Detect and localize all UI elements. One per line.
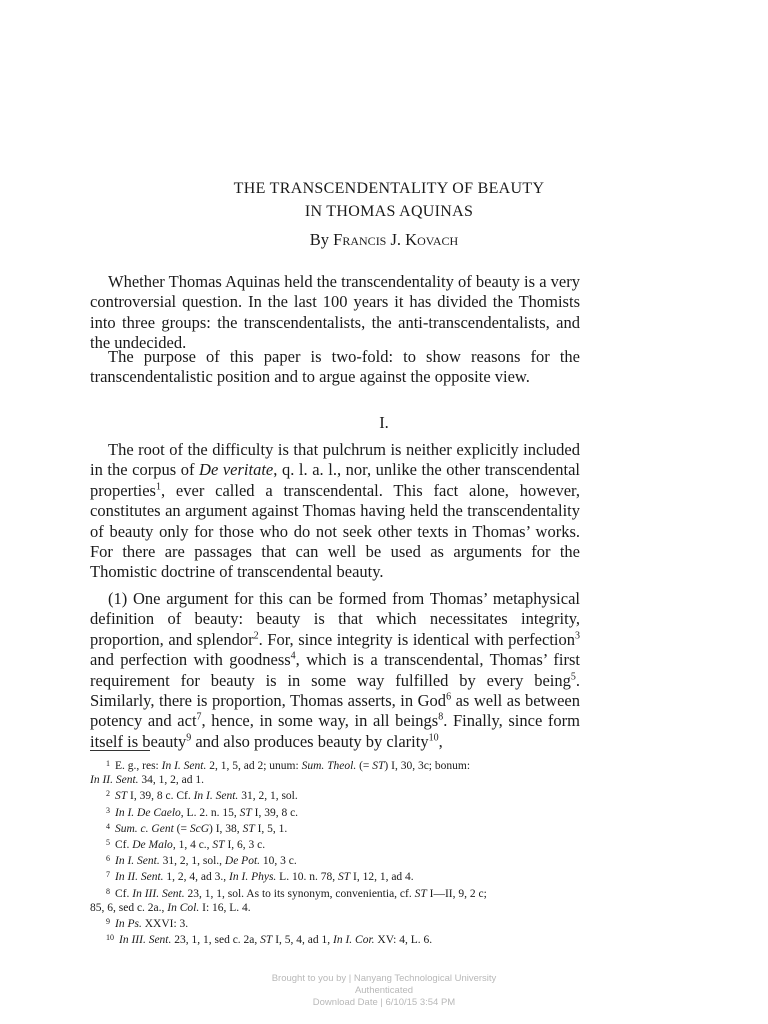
footnote-ref: 9 — [186, 732, 192, 744]
paragraph-argument-1: (1) One argument for this can be formed from Thomas’ metaphysical definition of beauty: beauty is that which necessitates integrity, proportion, and splendor$^2$. For, since integrity is identical with perfection$^3$ and perfection with goodness$^4$, which is a transcendental, Thomas’ first requirement for beauty is in some way fulfilled by every being$^5$. Similarly, there is proportion, Thomas asserts, in God$^6$ as well as between potency and act$^7$, hence, in some way, in all beings$^8$. Finally, since form itself is beauty$^9$ and also produces beauty by clarity$^{10}$, — [90, 589, 580, 751]
watermark-line-2: Authenticated — [354, 985, 414, 996]
footnote-ref: 1 — [155, 481, 161, 493]
author-byline: By Francis J. Kovach — [309, 230, 459, 249]
paragraph-purpose: The purpose of this paper is two-fold: to show reasons for the transcendentalistic position and to argue against the opposite view. — [90, 347, 580, 387]
footnote-8: $^8$ Cf. In III. Sent. 23, 1, 1, sol. As to its synonym, convenientia, cf. ST I—II, 9, 2 c; 85, 6, sed c. 2a., In Col. I: 16, L. 4. — [90, 886, 487, 914]
footnote-2: $^2$ ST I, 39, 8 c. Cf. In I. Sent. 31, 2, 1, sol. — [106, 789, 298, 803]
footnote-ref: 8 — [438, 711, 444, 723]
paragraph-intro: Whether Thomas Aquinas held the transcendentality of beauty is a very controversial question. In the last 100 years it has divided the Thomists into three groups: the transcendentalists, the anti-transcendentalists, and the undecided. — [90, 272, 580, 353]
watermark-line-3: Download Date | 6/10/15 3:54 PM — [312, 997, 456, 1008]
watermark-line-1: Brought to you by | Nanyang Technological University — [271, 973, 497, 984]
footnote-ref: 2 — [253, 630, 259, 642]
footnote-ref: 3 — [575, 630, 580, 642]
download-watermark — [0, 973, 768, 1009]
footnote-10: $^{10}$ In III. Sent. 23, 1, 1, sed c. 2a, ST I, 5, 4, ad 1, In I. Cor. XV: 4, L. 6. — [106, 933, 433, 947]
title-line-2: IN THOMAS AQUINAS — [304, 203, 474, 220]
footnote-ref: 10 — [428, 732, 439, 744]
footnotes — [90, 757, 580, 947]
footnote-ref: 7 — [196, 711, 202, 723]
author-name: Francis J. Kovach — [333, 230, 459, 249]
footnote-5: $^5$ Cf. De Malo, 1, 4 c., ST I, 6, 3 c. — [106, 838, 266, 852]
footnote-ref: 5 — [570, 671, 576, 683]
paragraph-root-difficulty: The root of the difficulty is that pulchrum is neither explicitly included in the corpus of De veritate, q. l. a. l., nor, unlike the other transcendental properties$^1$, ever called a transcendental. This fact alone, however, constitutes an argument against Thomas having held the transcendentality of beauty only for those who do not seek other texts in Thomas’ works. For there are passages that can well be used as arguments for the Thomistic doctrine of transcendental beauty. — [90, 440, 580, 582]
section-heading: I. — [379, 413, 389, 432]
footnote-4: $^4$ Sum. c. Gent (= ScG) I, 38, ST I, 5, 1. — [106, 821, 288, 835]
footnote-3: $^3$ In I. De Caelo, L. 2. n. 15, ST I, 39, 8 c. — [106, 805, 299, 819]
footnote-1: $^1$ E. g., res: In I. Sent. 2, 1, 5, ad 2; unum: Sum. Theol. (= ST) I, 30, 3c; bonum: In II. Sent. 34, 1, 2, ad 1. — [90, 759, 471, 787]
footnote-divider — [90, 750, 150, 751]
title-line-1: THE TRANSCENDENTALITY OF BEAUTY — [233, 180, 545, 197]
footnote-6: $^6$ In I. Sent. 31, 2, 1, sol., De Pot. 10, 3 c. — [106, 854, 297, 868]
footnote-7: $^7$ In II. Sent. 1, 2, 4, ad 3., In I. Phys. L. 10. n. 78, ST I, 12, 1, ad 4. — [106, 870, 414, 884]
footnote-ref: 6 — [446, 691, 452, 703]
footnote-9: $^9$ In Ps. XXVI: 3. — [106, 917, 189, 931]
footnote-ref: 4 — [290, 650, 296, 662]
